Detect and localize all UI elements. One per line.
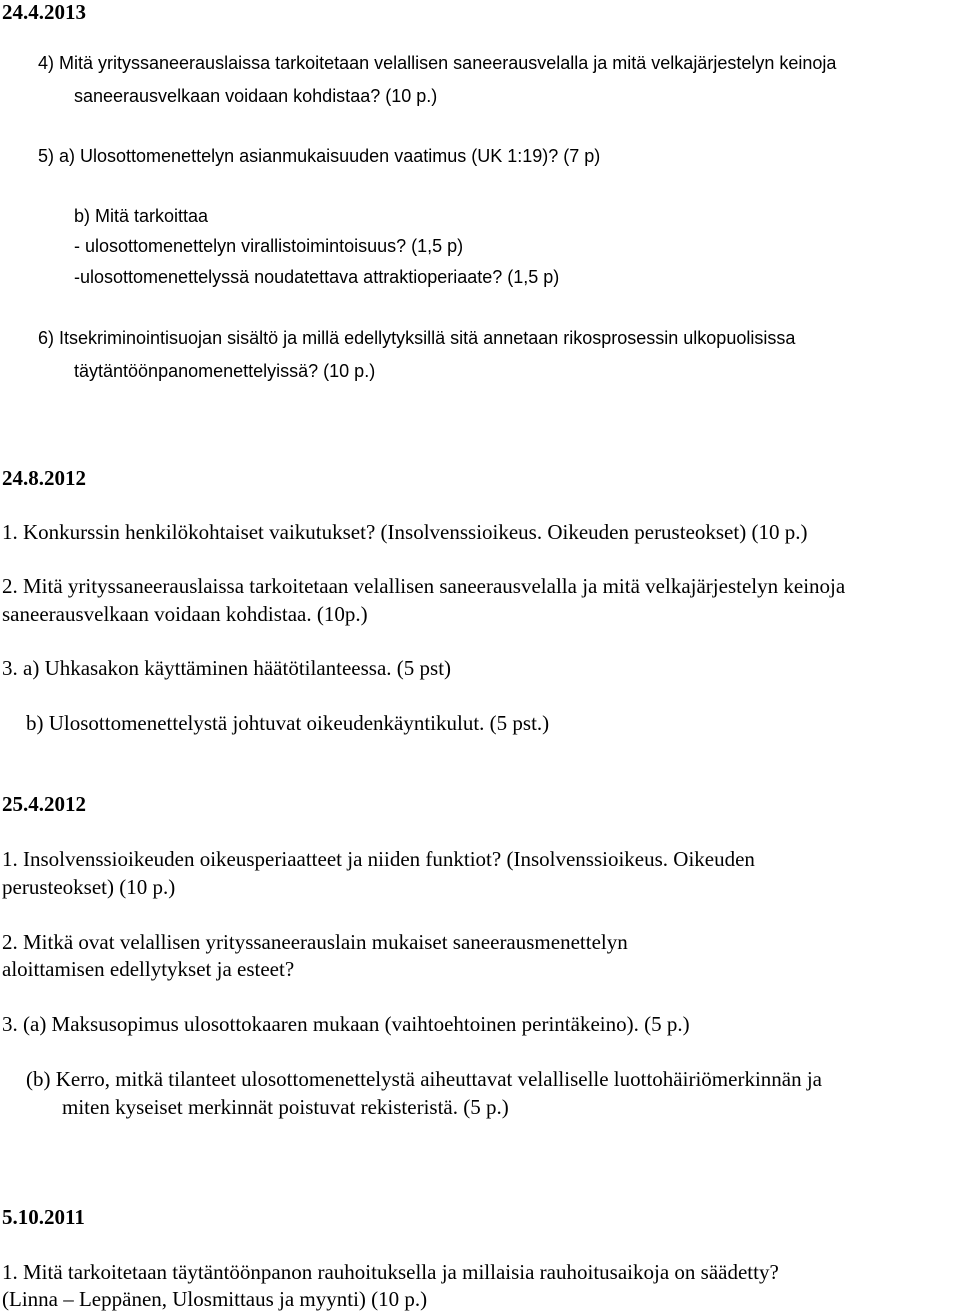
question-line: 1. Mitä tarkoitetaan täytäntöönpanon rauhoituksella ja millaisia rauhoitusaikoja on säädetty? — [2, 1260, 779, 1284]
question-line: 6) Itsekriminointisuojan sisältö ja millä edellytyksillä sitä annetaan rikosprosessin ulkopuolisissa — [38, 328, 796, 348]
question-line: 2. Mitä yrityssaneerauslaissa tarkoitetaan velallisen saneerausvelalla ja mitä velkajärjestelyn keinoja — [2, 574, 846, 598]
question-line: - ulosottomenettelyn virallistoimintoisuus? (1,5 p) — [74, 236, 464, 256]
question-line: (b) Kerro, mitkä tilanteet ulosottomenettelystä aiheuttavat velalliselle luottohäiriömerkinnän ja — [26, 1067, 823, 1091]
question-line: perusteokset) (10 p.) — [2, 875, 176, 899]
question-line: 3. a) Uhkasakon käyttäminen häätötilanteessa. (5 pst) — [2, 656, 452, 680]
question-line: -ulosottomenettelyssä noudatettava attraktioperiaate? (1,5 p) — [74, 267, 560, 287]
question-line: 2. Mitkä ovat velallisen yrityssaneerauslain mukaiset saneerausmenettelyn — [2, 930, 628, 954]
question-line: b) Mitä tarkoittaa — [74, 206, 209, 226]
question-line: b) Ulosottomenettelystä johtuvat oikeudenkäyntikulut. (5 pst.) — [26, 711, 550, 735]
question-line: aloittamisen edellytykset ja esteet? — [2, 957, 295, 981]
question-line: 1. Insolvenssioikeuden oikeusperiaatteet ja niiden funktiot? (Insolvenssioikeus. Oikeuden — [2, 847, 755, 871]
question-line: saneerausvelkaan voidaan kohdistaa? (10 p.) — [74, 86, 438, 106]
section-date: 24.8.2012 — [2, 466, 86, 490]
question-line: saneerausvelkaan voidaan kohdistaa. (10p.) — [2, 602, 368, 626]
section-date: 25.4.2012 — [2, 792, 86, 816]
question-line: miten kyseiset merkinnät poistuvat rekisteristä. (5 p.) — [62, 1095, 509, 1119]
question-line: 4) Mitä yrityssaneerauslaissa tarkoitetaan velallisen saneerausvelalla ja mitä velkajärjestelyn keinoja — [38, 53, 837, 73]
question-line: 1. Konkurssin henkilökohtaiset vaikutukset? (Insolvenssioikeus. Oikeuden perusteokset) (10 p.) — [2, 520, 808, 544]
question-line: täytäntöönpanomenettelyissä? (10 p.) — [74, 361, 376, 381]
question-line: 5) a) Ulosottomenettelyn asianmukaisuuden vaatimus (UK 1:19)? (7 p) — [38, 146, 601, 166]
section-date: 5.10.2011 — [2, 1205, 85, 1229]
question-line: (Linna – Leppänen, Ulosmittaus ja myynti) (10 p.) — [2, 1287, 428, 1311]
section-date: 24.4.2013 — [2, 0, 86, 24]
question-line: 3. (a) Maksusopimus ulosottokaaren mukaan (vaihtoehtoinen perintäkeino). (5 p.) — [2, 1012, 690, 1036]
